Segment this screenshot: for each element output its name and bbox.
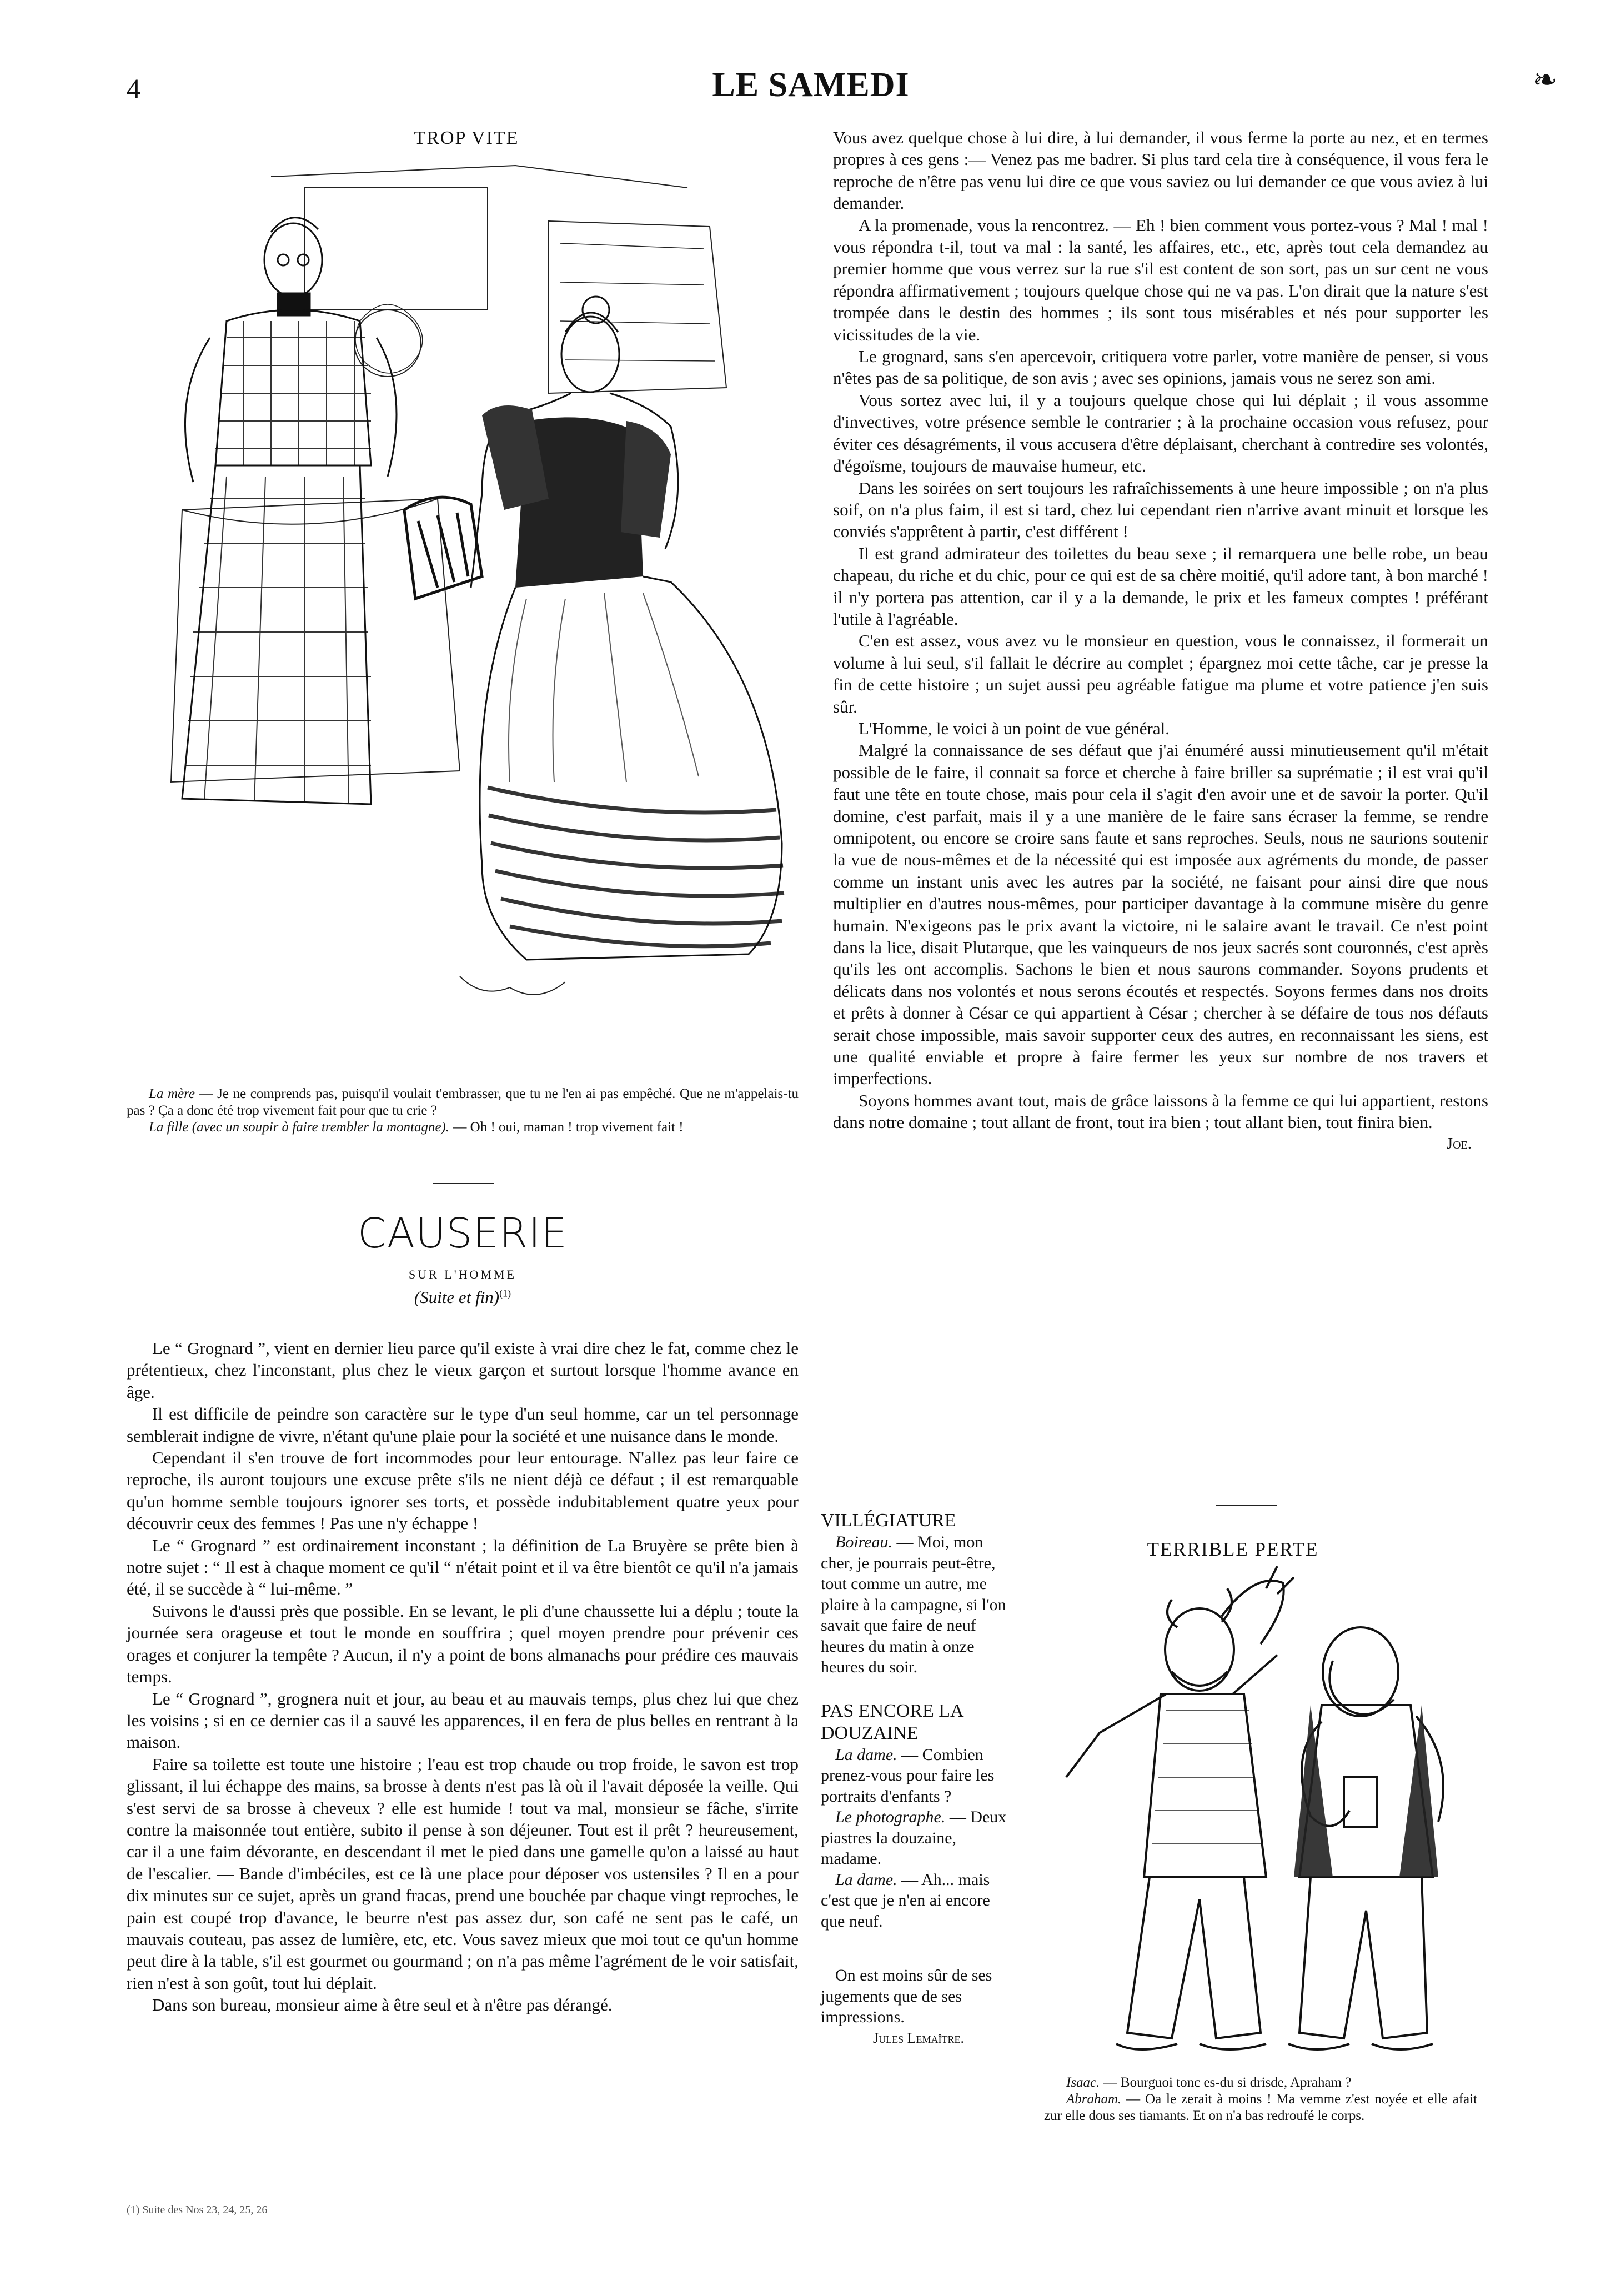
illustration-title-terrible-perte: TERRIBLE PERTE [1147, 1538, 1319, 1560]
causerie-paragraph: Cependant il s'en trouve de fort incommodes pour leur entourage. N'allez pas leur faire ce reproche, ils auront toujours une excuse prête s'ils ne nient déjà ce défaut ; il est remarquable qu'un homme semble toujours ignorer ses torts, et possède indubitablement quatre yeux pour découvrir ceux des femmes ! Pas une n'y échappe ! [127, 1448, 799, 1533]
causerie-paragraph: Le “ Grognard ”, grognera nuit et jour, au beau et au mauvais temps, plus chez lui que chez les voisins ; si en ce dernier cas il a sauvé les apparences, il en fera de plus belles en rentrant à la maison. [127, 1688, 799, 1752]
caption-line-abraham [1044, 2091, 1477, 2124]
villegiature-dialogue [821, 1532, 1016, 1678]
causerie-paragraph: Le “ Grognard ” est ordinairement inconstant ; la définition de La Bruyère se prête bien à notre sujet : “ Il est à chaque moment ce qu'il “ n'était point et il va être bientôt ce qu'il n'a jamais été, il se succède à “ lui-même. ” [127, 1535, 799, 1599]
caption-text-abraham: — Oa le zerait à moins ! Ma vemme z'est noyée et elle afait zur elle dous ses tiamants. Et on n'a bas redroufé le corps. [1044, 2092, 1478, 2123]
continuation-paragraph: Vous avez quelque chose à lui dire, à lui demander, il vous ferme la porte au nez, et en termes propres à ces gens :— Venez pas me badrer. Si plus tard cela tire à conséquence, il vous fera le reproche de n'être pas venu lui dire ce que vous saviez ou lui demander ce que vous aviez à lui demander. [833, 128, 1488, 213]
causerie-paragraph: Suivons le d'aussi près que possible. En se levant, le pli d'une chaussette lui a déplu ; toute la journée sera orageuse et tout le monde en souffrira ; quel moyen prendre pour prévenir ces orages et conjurer la tempête ? Aucun, il n'y a point de bons almanachs pour prédire ces mauvais temps. [127, 1601, 799, 1687]
caption-line-mother [127, 1086, 799, 1119]
photographe-line [821, 1807, 1016, 1869]
dame-line-1 [821, 1744, 1016, 1807]
article-subtitle-2 [127, 1287, 799, 1307]
quote-text: On est moins sûr de ses jugements que de ses impressions. [821, 1966, 992, 2026]
footnote-mark: (1) [499, 1287, 511, 1299]
short-items-column [821, 1506, 1016, 2047]
continuation-paragraph: A la promenade, vous la rencontrez. — Eh ! bien comment vous portez-vous ? Mal ! mal ! vous répondra t-il, tout va mal : la santé, les affaires, etc., etc, après tout cela demandez au premier homme que vous verrez sur la rue s'il est content de son sort, pas un sur cent ne vous répondra affirmativement ; toujours quelque chose qui ne va pas. L'on dirait que la nature s'est trompée dans le destin des hommes ; ils sont tous misérables et nés pour supporter les vicissitudes de la vie. [833, 215, 1488, 344]
illustration-terrible-perte [1033, 1566, 1488, 2066]
divider [433, 1183, 494, 1184]
caption-speaker-mother: La mère [149, 1086, 195, 1101]
subtitle-suite: (Suite et fin) [414, 1287, 500, 1307]
caption-trop-vite [127, 1086, 799, 1136]
continuation-paragraph: Malgré la connaissance de ses défaut que j'ai énuméré aussi minutieusement qu'il m'était possible de le faire, il connait sa force et cherche à faire briller sa suprématie ; il est vrai qu'il faut une tête en toute chose, mais pour cela il s'agit d'en avoir une et de savoir la porter. Qu'il domine, c'est parfait, mais il y a une manière de le faire sans écraser la femme, se rendre omnipotent, ou encore se croire sans faute et sans reproches. Seuls, nous ne saurions soutenir la vue de nous-mêmes et de la nécessité qui est imposée aux agréments du monde, de passer comme un instant unis avec les autres par la société, ne faisant pour ainsi dire que nous multiplier en d'autres nous-mêmes, pour participer davantage à la commune misère du genre humain. N'exigeons pas le prix avant la victoire, ni le salaire avant le travail. Ce n'est point dans la lice, disait Plutarque, que les vainqueurs de nos jeux sacrés sont couronnés, c'est après qu'ils les ont accomplis. Sachons le bien et nous saurons commander. Soyons prudents et délicats dans nos volontés et nous serons écoutés et respectés. Soyons fermes dans nos droits et prêts à donner à César ce qui appartient à César ; chercher à se défaire de tous nos défauts serait chose impossible, mais savoir supporter ceux des autres, en reconnaissant les siens, est une qualité enviable et propre à faire fermer les yeux sur nombre de nos travers et imperfections. [833, 740, 1488, 1089]
villegiature-title: VILLÉGIATURE [821, 1510, 956, 1531]
dame-text-1: — Combien prenez-vous pour faire les portraits d'enfants ? [821, 1745, 995, 1806]
speaker-dame: La dame. [835, 1870, 897, 1889]
dame-text-2: — Ah... mais c'est que je n'en ai encore que neuf. [821, 1870, 990, 1931]
illustration-trop-vite [127, 154, 799, 1076]
speaker-dame: La dame. [835, 1745, 897, 1764]
speaker-photographe: Le photographe. [835, 1808, 946, 1826]
caption-text-daughter: — Oh ! oui, maman ! trop vivement fait ! [453, 1120, 684, 1135]
caption-speaker-daughter: La fille (avec un soupir à faire trembler la montagne). [149, 1120, 450, 1135]
causerie-paragraph: Faire sa toilette est toute une histoire ; l'eau est trop chaude ou trop froide, le savon est trop glissant, il lui échappe des mains, sa brosse à dents n'est pas là où il l'avait déposée la veille. Qui s'est servi de sa brosse à cheveux ? elle est humide ! tout va mal, monsieur se fâche, s'irrite contre la maisonnée tout entière, subito il pense à son déjeuner. Tout est il prêt ? heureusement, car il a une faim dévorante, en descendant il met le pied dans une gamelle qu'on a laissé au haut de l'escalier. — Bande d'imbéciles, est ce là une place pour déposer vos ustensiles ? Il en a pour dix minutes sur ce sujet, après un grand fracas, prend une bouchée par chaque vingt reproches, le pain est coupé trop d'avance, le beurre n'est pas assez dur, son café ne sent pas le café, un mauvais couteau, pas assez de lumière, etc, etc. Vous savez mieux que moi tout ce qu'un homme peut dire à la table, s'il est gourmet ou gourmand ; on n'a pas même l'agrément de le voir satisfait, rien n'est à son goût, tout lui déplait. [127, 1754, 799, 1993]
caption-speaker-isaac: Isaac. [1066, 2075, 1100, 2090]
caption-terrible-perte [1044, 2074, 1477, 2124]
villegiature-text: — Moi, mon cher, je pourrais peut-être, tout comme un autre, me plaire à la campagne, si l'on savait que faire de neuf heures du matin à onze heures du soir. [821, 1533, 1006, 1676]
illustration-title-trop-vite: TROP VITE [414, 128, 519, 148]
causerie-paragraph: Le “ Grognard ”, vient en dernier lieu parce qu'il existe à vrai dire chez le fat, comme chez le prétentieux, chez l'inconstant, plus chez le vieux garçon et surtout lorsque l'homme avance en âge. [127, 1339, 799, 1402]
page-number: 4 [127, 73, 140, 104]
photographe-text: — Deux piastres la douzaine, madame. [821, 1808, 1007, 1868]
continuation-paragraph: C'en est assez, vous avez vu le monsieur en question, vous le connaissez, il formerait un volume à lui seul, s'il fallait le décrire au complet ; épargnez moi cette tâche, car je presse la fin de cette histoire ; un sujet aussi peu agréable fatigue ma plume et votre patience j'en suis sûr. [833, 631, 1488, 716]
speaker-boireau: Boireau. [835, 1533, 893, 1551]
caption-line-isaac [1044, 2074, 1477, 2091]
continuation-paragraph: L'Homme, le voici à un point de vue général. [859, 718, 1170, 738]
footnote: (1) Suite des Nos 23, 24, 25, 26 [127, 2204, 268, 2216]
signature: Joe. [1446, 1134, 1472, 1152]
dame-line-2 [821, 1869, 1016, 1932]
caption-text-mother: — Je ne comprends pas, puisqu'il voulait t'embrasser, que tu ne l'en ai pas empêché. Que ne m'appelais-tu pas ? Ça a donc été trop vivement fait pour que tu crie ? [127, 1086, 799, 1118]
causerie-paragraph: Dans son bureau, monsieur aime à être seul et à n'être pas dérangé. [152, 1995, 613, 2015]
continuation-paragraph: Il est grand admirateur des toilettes du beau sexe ; il remarquera une belle robe, un beau chapeau, du riche et du chic, pour ce qui est de sa chère moitié, qu'il adore tant, à bon marché ! il n'y portera pas attention, car il y a la demande, le prix et les fameux comptes ! préférant l'utile à l'agréable. [833, 543, 1488, 629]
causerie-body [127, 1337, 799, 2016]
caption-line-daughter [127, 1119, 799, 1136]
ornament-icon: ❧ [1533, 62, 1558, 97]
continuation-paragraph: Soyons hommes avant tout, mais de grâce laissons à la femme ce qui lui appartient, restons dans notre domaine ; tout allant de front, tout ira bien ; tout allant bien, tout finira bien. [833, 1090, 1488, 1132]
continuation-paragraph: Dans les soirées on sert toujours les rafraîchissements à une heure impossible ; on n'a plus soif, on n'a plus faim, il est si tard, chez lui cependant rien n'arrive avant minuit et lorsque les conviés s'apprêtent à partir, c'est différent ! [833, 478, 1488, 542]
caption-speaker-abraham: Abraham. [1066, 2092, 1122, 2107]
article-subtitle: SUR L'HOMME [408, 1267, 517, 1281]
article-title-causerie: CAUSERIE [357, 1210, 568, 1257]
continuation-paragraph: Vous sortez avec lui, il y a toujours quelque chose qui lui déplait ; il vous assomme d'invectives, votre présence semble le contrarier ; à la prochaine occasion vous refusez, pour éviter ces désagréments, il vous accusera d'être déplaisant, cherchant à contredire ses volontés, d'égoïsme, toujours de mauvaise humeur, etc. [833, 390, 1488, 476]
continuation-paragraph: Le grognard, sans s'en apercevoir, critiquera votre parler, votre manière de penser, si vous n'êtes pas de sa politique, de son avis ; avec ses opinions, jamais vous ne serez son ami. [833, 347, 1488, 388]
quote-author: Jules Lemaître. [873, 2029, 964, 2046]
causerie-continuation [833, 127, 1488, 1153]
divider [1216, 1505, 1277, 1506]
masthead-title: LE SAMEDI [712, 66, 910, 104]
caption-text-isaac: — Bourguoi tonc es-du si drisde, Apraham ? [1103, 2075, 1352, 2090]
douzaine-title: PAS ENCORE LA DOUZAINE [821, 1700, 963, 1743]
causerie-paragraph: Il est difficile de peindre son caractère sur le type d'un seul homme, car un tel personnage semblerait indigne de vivre, n'étant qu'une plaie pour la société et une nuisance dans le monde. [127, 1404, 799, 1446]
